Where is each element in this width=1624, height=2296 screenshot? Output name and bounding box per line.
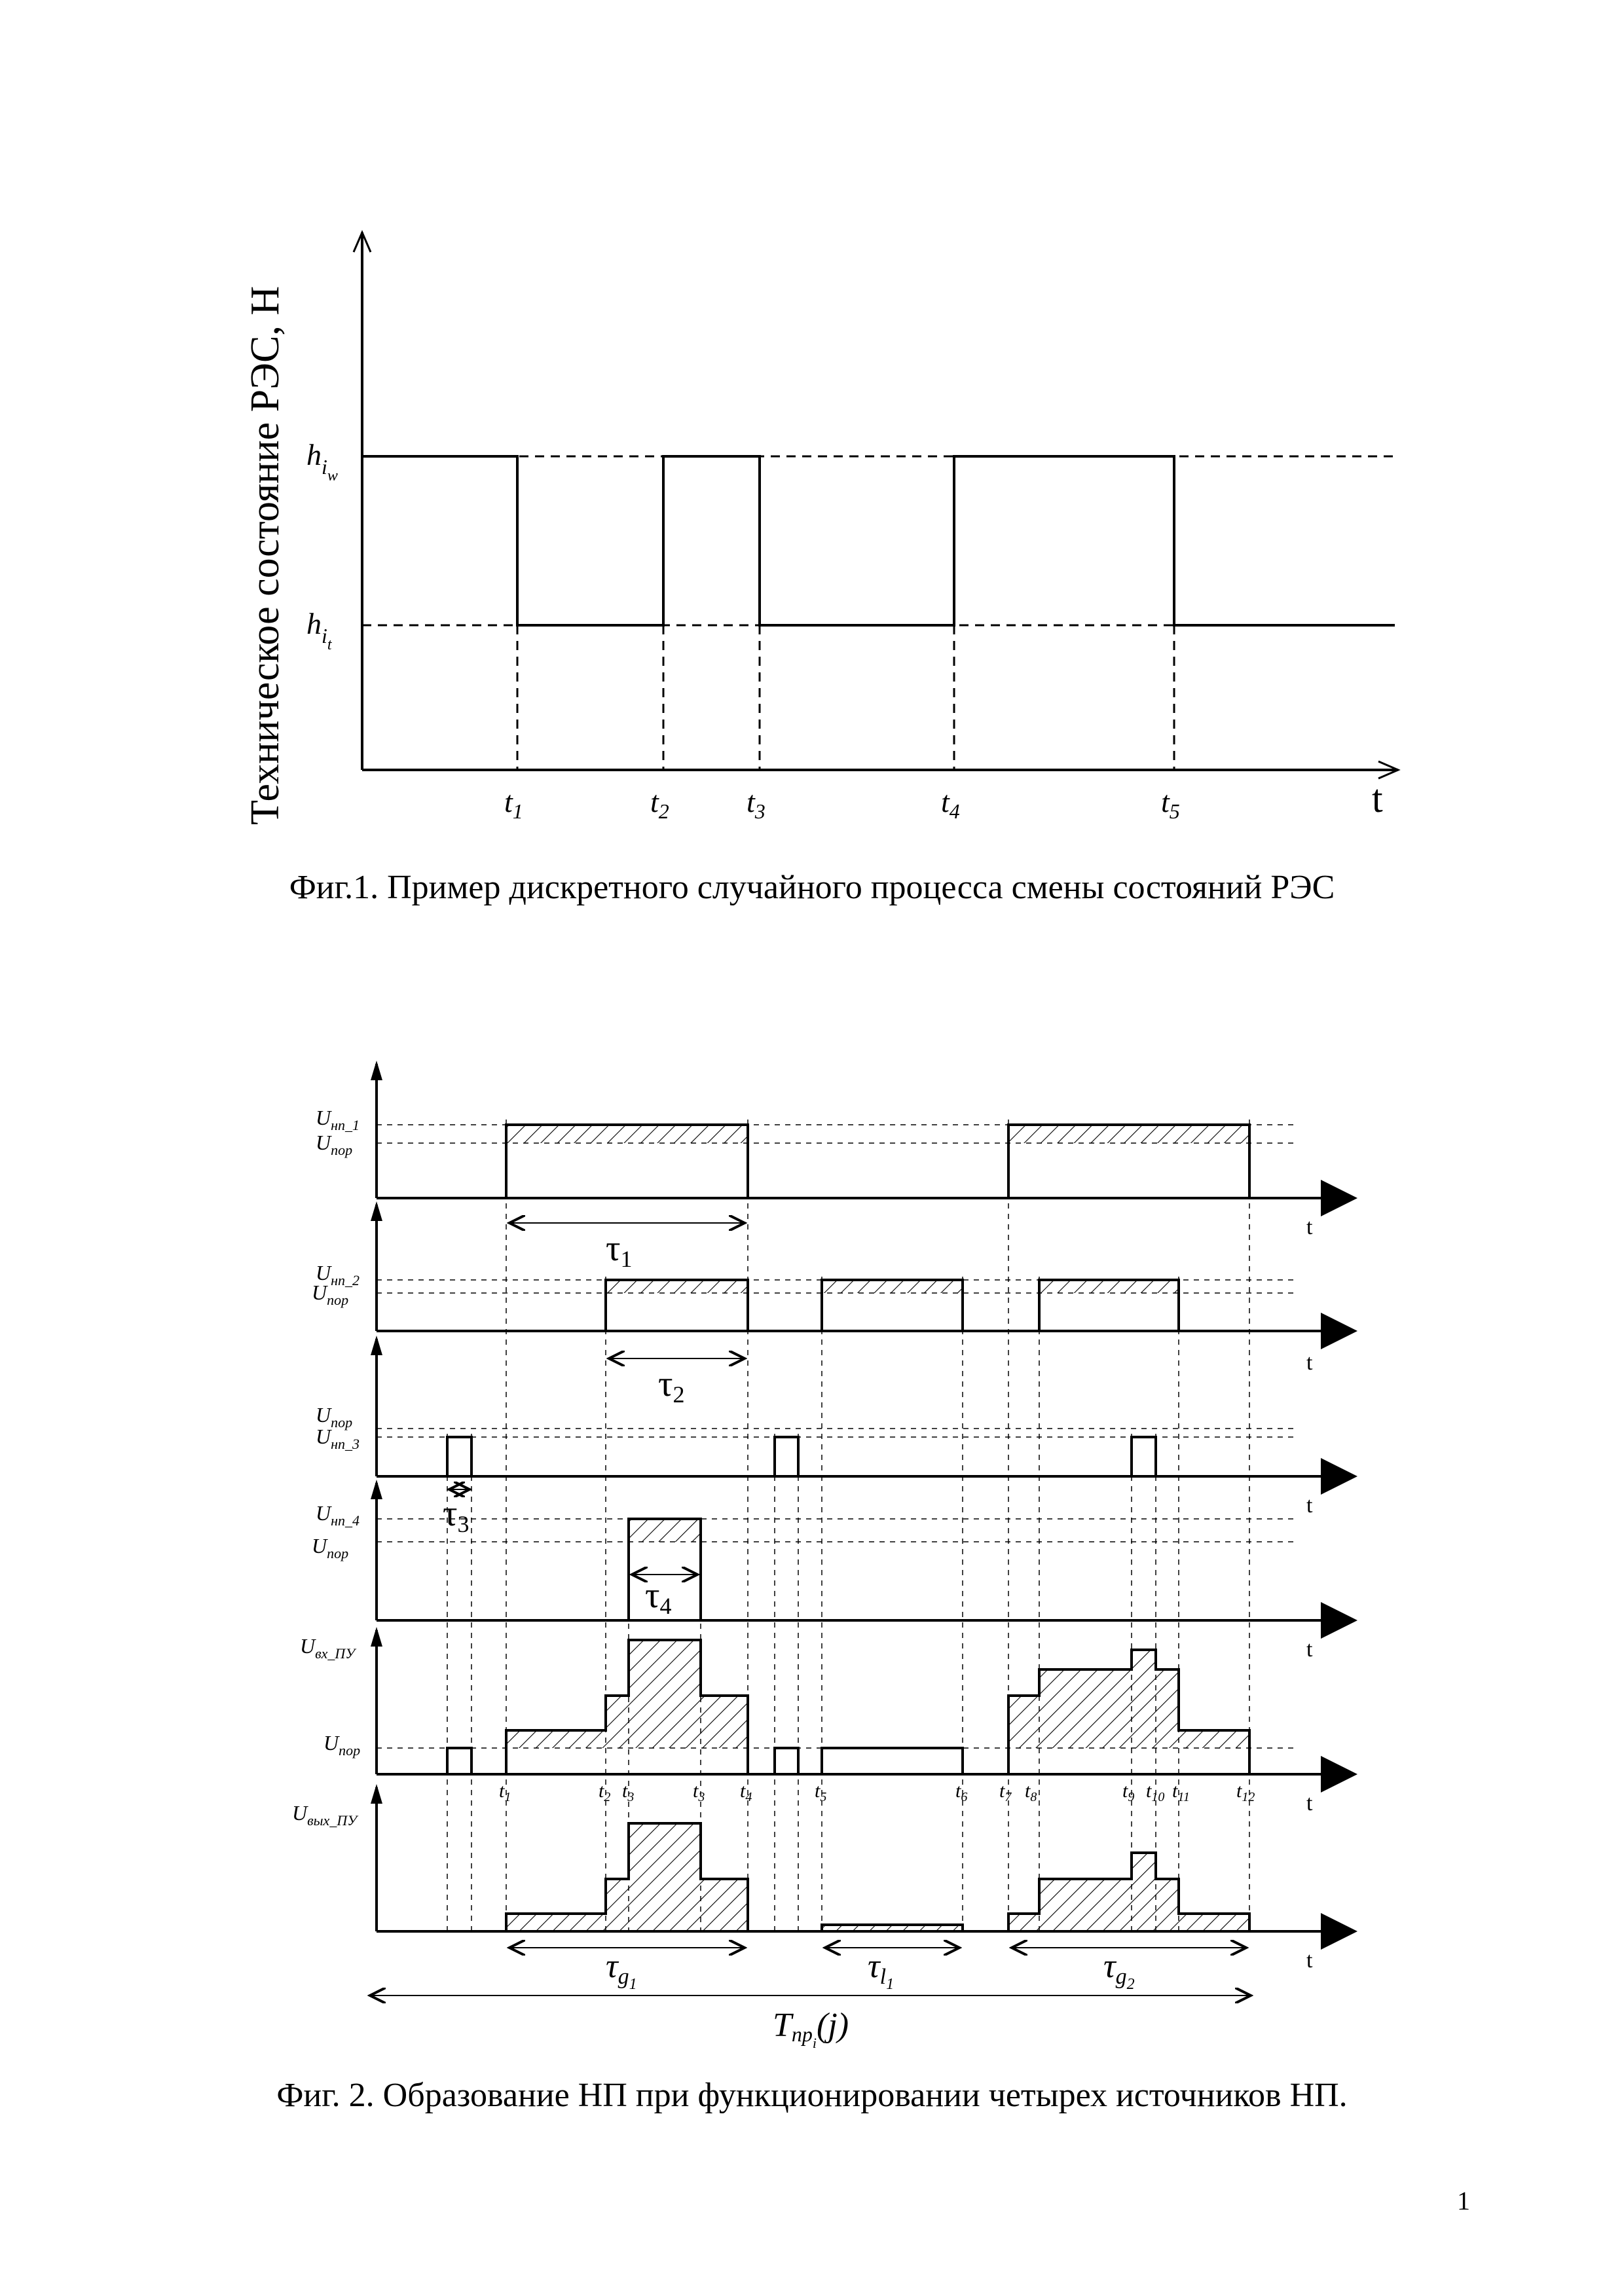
fig1-process-waveform (362, 456, 1395, 625)
fig1-t4-label: t4 (941, 785, 960, 823)
svg-text:t5: t5 (815, 1780, 826, 1804)
fig2-row3-tau: τ3 (443, 1493, 470, 1537)
fig1-level-hit: hit (306, 607, 333, 653)
fig2-row1-signal-label: Uнп_1 (316, 1106, 360, 1133)
svg-text:t3: t3 (622, 1780, 634, 1804)
fig1-t1-label: t1 (504, 785, 523, 823)
svg-text:t11: t11 (1172, 1780, 1190, 1804)
svg-text:t10: t10 (1146, 1780, 1164, 1804)
fig2-row3-axis-t: t (1306, 1493, 1313, 1518)
fig2-row2-signal-label: Uнп_2 (316, 1261, 360, 1288)
fig2-period-label: Tпрi(j) (773, 2007, 849, 2051)
fig2-row5-threshold-label: Uпор (323, 1731, 360, 1758)
fig2-row6-signal-label: Uвых_ПУ (292, 1801, 359, 1829)
svg-text:t9: t9 (1122, 1780, 1134, 1804)
svg-text:t12: t12 (1236, 1780, 1255, 1804)
fig2-tau-g1: τg1 (606, 1948, 637, 1993)
fig2-guides (447, 1120, 1249, 1931)
fig2-row1-axis-t: t (1306, 1215, 1313, 1239)
fig2-row1-threshold-label: Uпор (316, 1131, 352, 1158)
fig2-row6-axis-t: t (1306, 1948, 1313, 1973)
figure-1 (243, 232, 1398, 906)
fig2-row5-signal-label: Uвх_ПУ (300, 1634, 357, 1662)
fig2-row2-axis-t: t (1306, 1351, 1313, 1375)
fig1-x-axis-label: t (1372, 777, 1383, 820)
fig2-row-2 (312, 1201, 1352, 1408)
svg-text:t4: t4 (740, 1780, 752, 1804)
fig1-caption: Фиг.1. Пример дискретного случайного процесса смены состояний РЭС (289, 869, 1335, 906)
svg-text:t6: t6 (955, 1780, 967, 1804)
svg-text:t7: t7 (999, 1780, 1012, 1804)
fig2-row5-axis-t: t (1306, 1791, 1313, 1815)
svg-text:t3: t3 (693, 1780, 705, 1804)
page-number: 1 (1457, 2186, 1470, 2215)
fig2-row4-signal-label: Uнп_4 (316, 1501, 360, 1529)
fig2-row-4 (312, 1480, 1352, 1662)
svg-text:t2: t2 (599, 1780, 610, 1804)
fig2-row4-tau: τ4 (645, 1575, 672, 1619)
fig1-level-hiw: hiw (306, 438, 338, 484)
svg-text:t8: t8 (1025, 1780, 1037, 1804)
svg-text:t1: t1 (499, 1780, 511, 1804)
fig1-t2-label: t2 (650, 785, 669, 823)
fig2-time-marks (499, 1780, 1255, 1804)
fig2-row4-axis-t: t (1306, 1637, 1313, 1662)
fig2-tau-l1: τl1 (868, 1948, 894, 1993)
fig2-row-5 (300, 1627, 1352, 1815)
fig2-row2-tau: τ2 (658, 1364, 685, 1408)
fig1-y-axis-label: Техническое состояние РЭС, H (243, 286, 287, 825)
fig2-row3-threshold-label: Uпор (316, 1403, 352, 1430)
fig2-row4-threshold-label: Uпор (312, 1534, 348, 1561)
fig2-tau-g2: τg2 (1103, 1948, 1135, 1993)
fig2-row-3 (316, 1336, 1352, 1537)
fig2-row-1 (316, 1061, 1352, 1272)
figure-2 (276, 1061, 1352, 2114)
fig1-t3-label: t3 (747, 785, 766, 823)
fig2-row3-signal-label: Uнп_3 (316, 1425, 360, 1452)
fig1-t5-label: t5 (1161, 785, 1180, 823)
fig2-caption: Фиг. 2. Образование НП при функционировании четырех источников НП. (276, 2077, 1347, 2114)
page-canvas (0, 0, 1624, 2296)
fig2-row1-tau: τ1 (606, 1228, 633, 1272)
fig2-row2-threshold-label: Uпор (312, 1281, 348, 1308)
